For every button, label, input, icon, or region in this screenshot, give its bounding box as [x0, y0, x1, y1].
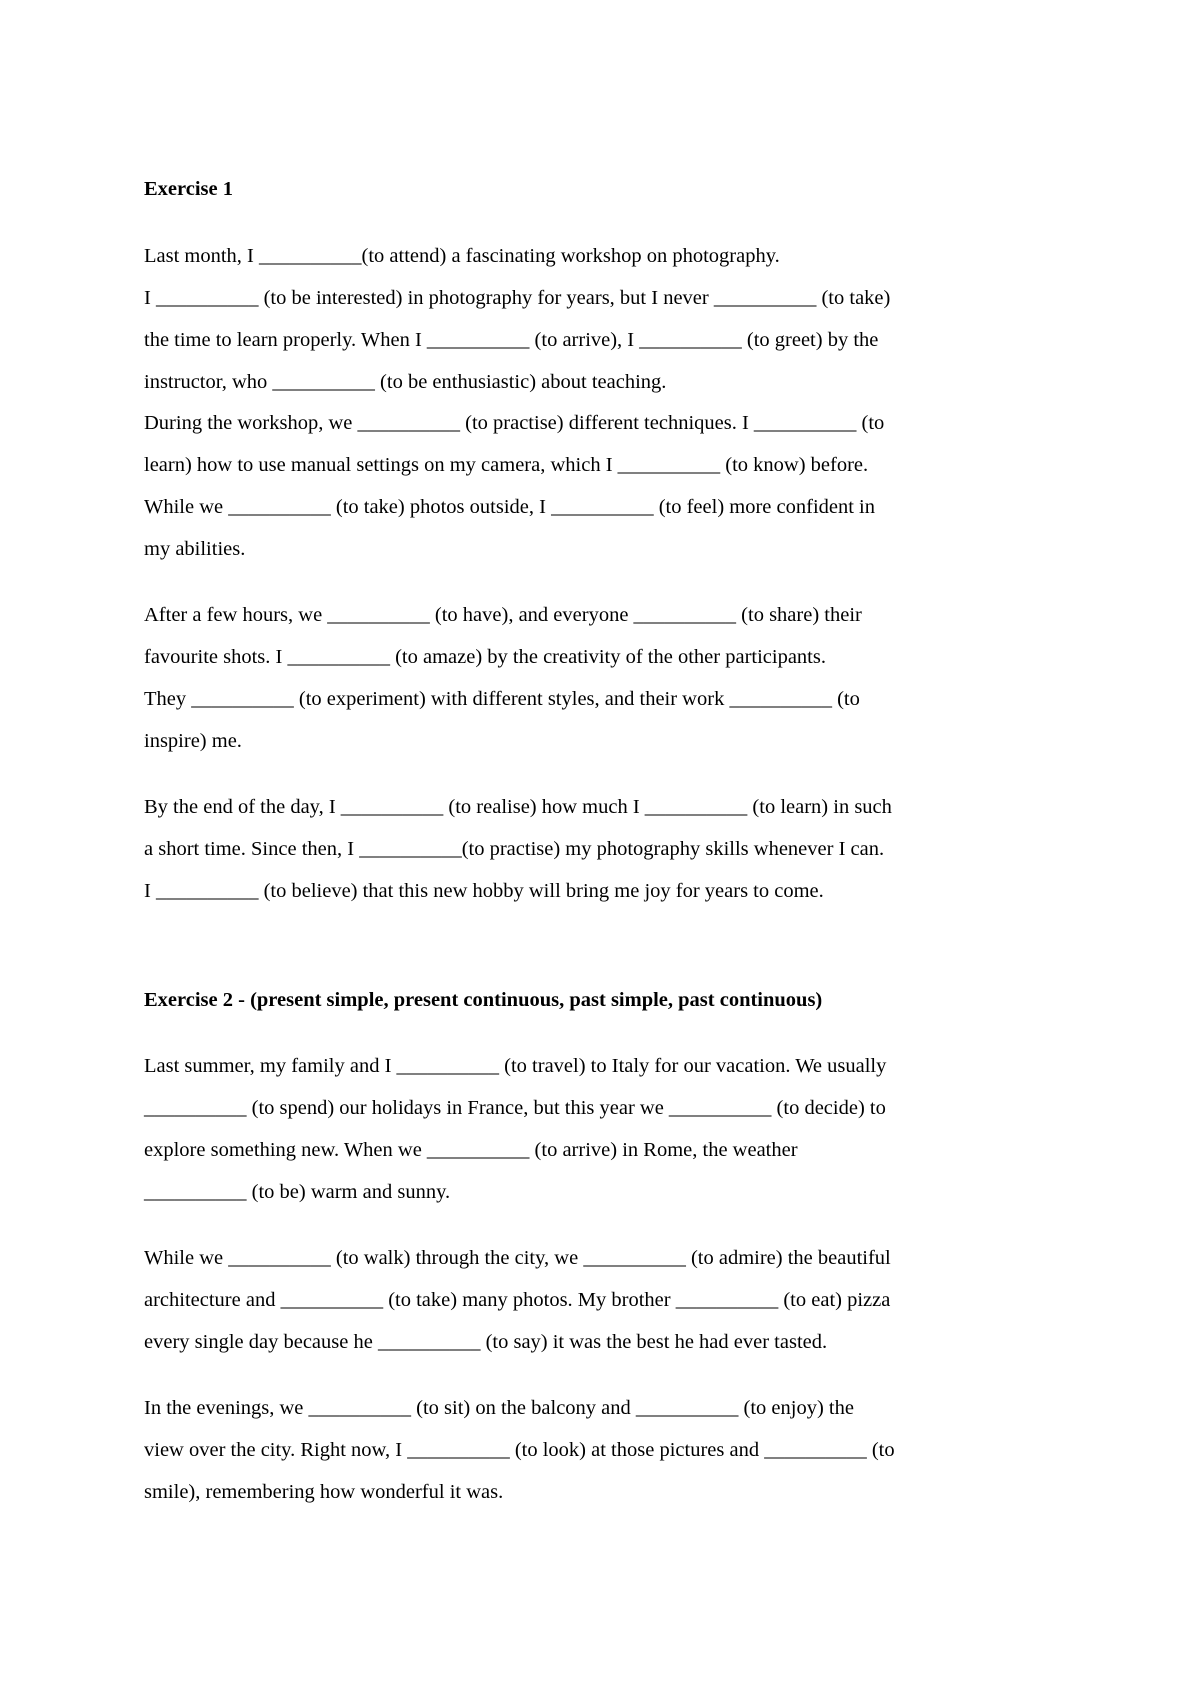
text-line: While we __________ (to take) photos outside, I __________ (to feel) more confident in — [144, 496, 876, 518]
exercise-2-paragraph-3 — [144, 1387, 895, 1513]
text-line: a short time. Since then, I __________(to practise) my photography skills whenever I can. — [144, 838, 885, 860]
text-line: __________ (to be) warm and sunny. — [144, 1181, 451, 1203]
text-line: smile), remembering how wonderful it was. — [144, 1481, 504, 1503]
exercise-2-title: Exercise 2 - (present simple, present continuous, past simple, past continuous) — [144, 989, 823, 1011]
text-line: every single day because he __________ (to say) it was the best he had ever tasted. — [144, 1331, 828, 1353]
text-line: my abilities. — [144, 538, 246, 560]
text-line: While we __________ (to walk) through the city, we __________ (to admire) the beautiful — [144, 1247, 891, 1269]
text-line: By the end of the day, I __________ (to realise) how much I __________ (to learn) in such — [144, 796, 892, 818]
text-line: I __________ (to be interested) in photography for years, but I never __________ (to take) — [144, 287, 891, 309]
text-line: instructor, who __________ (to be enthusiastic) about teaching. — [144, 371, 667, 393]
exercise-2-paragraph-1 — [144, 1045, 886, 1213]
text-line: explore something new. When we __________ (to arrive) in Rome, the weather — [144, 1139, 798, 1161]
text-line: In the evenings, we __________ (to sit) on the balcony and __________ (to enjoy) the — [144, 1397, 854, 1419]
text-line: During the workshop, we __________ (to practise) different techniques. I __________ (to — [144, 412, 885, 434]
text-line: inspire) me. — [144, 730, 242, 752]
text-line: __________ (to spend) our holidays in France, but this year we __________ (to decide) to — [144, 1097, 886, 1119]
exercise-1-paragraph-1 — [144, 235, 890, 403]
text-line: view over the city. Right now, I __________ (to look) at those pictures and __________ (to — [144, 1439, 895, 1461]
text-line: architecture and __________ (to take) many photos. My brother __________ (to eat) pizza — [144, 1289, 891, 1311]
exercise-1-paragraph-2 — [144, 402, 884, 570]
text-line: I __________ (to believe) that this new hobby will bring me joy for years to come. — [144, 880, 824, 902]
text-line: learn) how to use manual settings on my camera, which I __________ (to know) before. — [144, 454, 869, 476]
text-line: After a few hours, we __________ (to have), and everyone __________ (to share) their — [144, 604, 862, 626]
exercise-2-paragraph-2 — [144, 1237, 891, 1363]
exercise-1-title: Exercise 1 — [144, 178, 233, 200]
exercise-1-paragraph-4 — [144, 786, 892, 912]
text-line: favourite shots. I __________ (to amaze) by the creativity of the other participants. — [144, 646, 826, 668]
exercise-1-paragraph-3 — [144, 594, 862, 762]
text-line: They __________ (to experiment) with different styles, and their work __________ (to — [144, 688, 860, 710]
text-line: the time to learn properly. When I __________ (to arrive), I __________ (to greet) by the — [144, 329, 879, 351]
text-line: Last month, I __________(to attend) a fascinating workshop on photography. — [144, 245, 780, 267]
text-line: Last summer, my family and I __________ (to travel) to Italy for our vacation. We usually — [144, 1055, 887, 1077]
